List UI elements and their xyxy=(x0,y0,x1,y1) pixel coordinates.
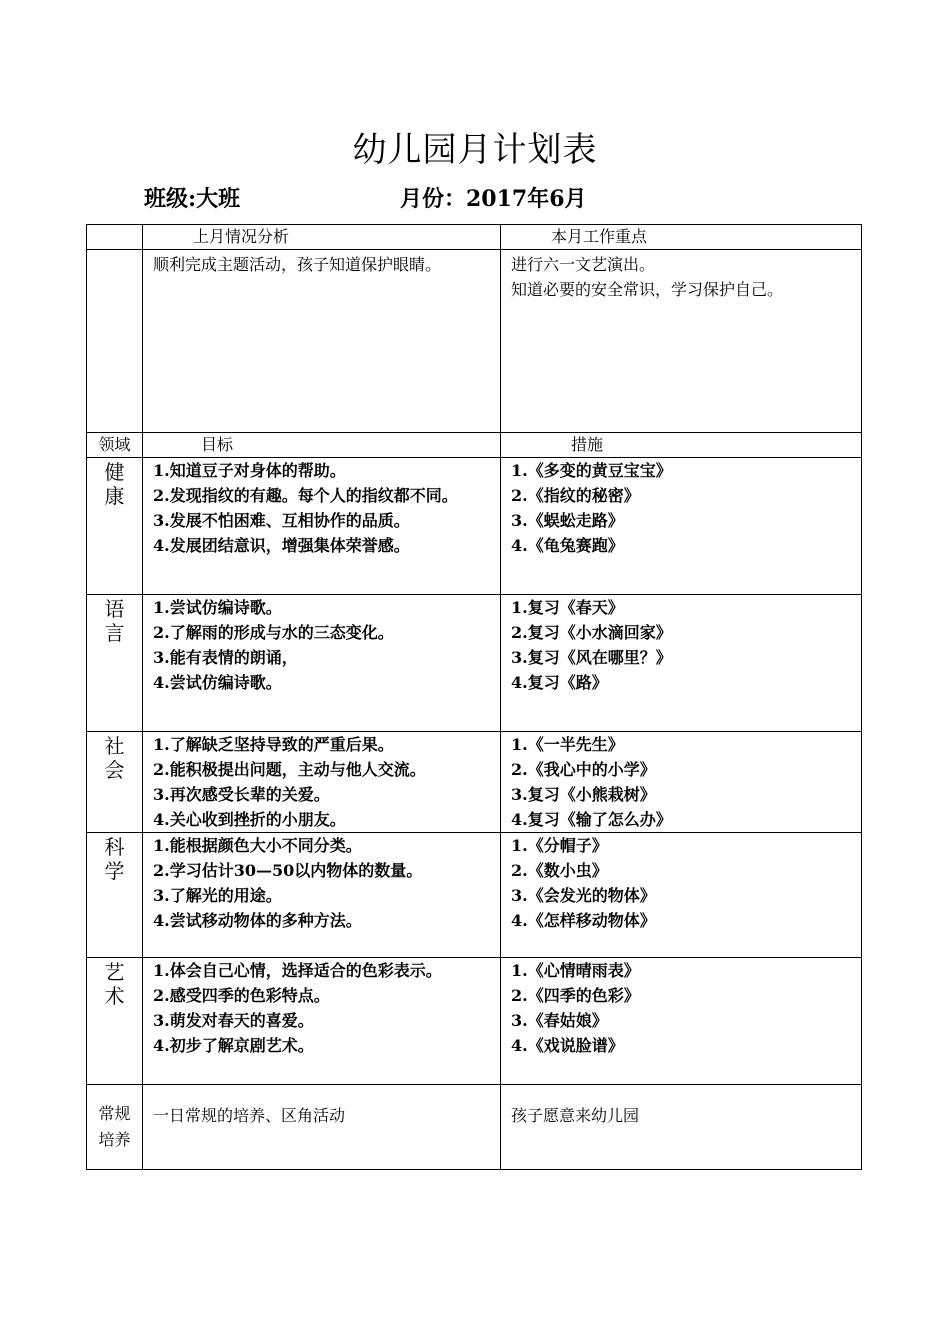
focus-header xyxy=(501,225,862,250)
goal-item: 1.尝试仿编诗歌。 xyxy=(153,598,282,617)
goals-cell-art xyxy=(143,958,501,1085)
goal-item: 2.发现指纹的有趣。每个人的指纹都不同。 xyxy=(153,486,458,505)
analysis-header-row xyxy=(87,225,862,250)
measures-cell-science xyxy=(501,833,862,958)
month-label: 月份：2017年6月 xyxy=(400,186,587,212)
goals-cell-society xyxy=(143,732,501,833)
measure-item: 4.《龟兔赛跑》 xyxy=(511,536,624,555)
domain-char: 健 xyxy=(104,460,125,484)
measure-item: 1.《多变的黄豆宝宝》 xyxy=(511,461,672,480)
goal-item: 4.尝试移动物体的多种方法。 xyxy=(153,911,362,930)
goal-item: 4.关心收到挫折的小朋友。 xyxy=(153,810,346,829)
routine-label xyxy=(87,1085,143,1170)
measures-cell-health xyxy=(501,458,862,595)
plan-table xyxy=(86,224,862,1170)
domain-label-art xyxy=(87,958,143,1085)
domain-row-health xyxy=(87,458,862,595)
measure-item: 2.《数小虫》 xyxy=(511,861,608,880)
analysis-cell xyxy=(143,250,501,433)
goal-item: 2.能积极提出问题，主动与他人交流。 xyxy=(153,760,426,779)
domain-header-row xyxy=(87,433,862,458)
measure-item: 3.复习《小熊栽树》 xyxy=(511,785,656,804)
domain-char: 学 xyxy=(104,859,125,883)
goal-item: 3.能有表情的朗诵， xyxy=(153,648,298,667)
domain-row-language xyxy=(87,595,862,732)
goal-item: 1.能根据颜色大小不同分类。 xyxy=(153,836,362,855)
domain-label-society xyxy=(87,732,143,833)
goal-item: 2.感受四季的色彩特点。 xyxy=(153,986,330,1005)
goal-item: 4.尝试仿编诗歌。 xyxy=(153,673,282,692)
goal-item: 3.萌发对春天的喜爱。 xyxy=(153,1011,314,1030)
measures-cell-society xyxy=(501,732,862,833)
goals-cell-language xyxy=(143,595,501,732)
routine-label-line: 培养 xyxy=(98,1130,131,1149)
measure-item: 4.复习《输了怎么办》 xyxy=(511,810,672,829)
routine-measure xyxy=(501,1085,862,1170)
class-label: 班级:大班 xyxy=(144,186,241,212)
measure-item: 3.《春姑娘》 xyxy=(511,1011,608,1030)
routine-measure-text: 孩子愿意来幼儿园 xyxy=(511,1105,640,1125)
measure-item: 2.《指纹的秘密》 xyxy=(511,486,640,505)
measure-item: 2.《我心中的小学》 xyxy=(511,760,656,779)
goal-item: 3.再次感受长辈的关爱。 xyxy=(153,785,330,804)
empty-header-cell xyxy=(87,225,143,250)
measure-item: 1.《一半先生》 xyxy=(511,735,624,754)
domain-row-art xyxy=(87,958,862,1085)
domain-char: 艺 xyxy=(104,960,125,984)
page-title: 幼儿园月计划表 xyxy=(352,130,598,170)
focus-cell xyxy=(501,250,862,433)
goals-cell-health xyxy=(143,458,501,595)
domain-char: 社 xyxy=(104,734,125,758)
goal-item: 4.发展团结意识，增强集体荣誉感。 xyxy=(153,536,410,555)
measure-item: 2.《四季的色彩》 xyxy=(511,986,640,1005)
measures-cell-art xyxy=(501,958,862,1085)
domain-row-society xyxy=(87,732,862,833)
measure-item: 1.《心情晴雨表》 xyxy=(511,961,640,980)
measure-item: 1.复习《春天》 xyxy=(511,598,624,617)
analysis-text: 顺利完成主题活动，孩子知道保护眼睛。 xyxy=(153,255,442,274)
routine-goal xyxy=(143,1085,501,1170)
goal-item: 4.初步了解京剧艺术。 xyxy=(153,1036,314,1055)
measure-item: 4.《怎样移动物体》 xyxy=(511,911,656,930)
measure-item: 4.《戏说脸谱》 xyxy=(511,1036,624,1055)
measure-item: 1.《分帽子》 xyxy=(511,836,608,855)
goal-item: 3.了解光的用途。 xyxy=(153,886,282,905)
domain-label-health xyxy=(87,458,143,595)
focus-line: 知道必要的安全常识，学习保护自己。 xyxy=(511,280,784,299)
domain-header: 领域 xyxy=(87,433,143,458)
domain-label-science xyxy=(87,833,143,958)
domain-char: 康 xyxy=(104,484,125,508)
domain-row-science xyxy=(87,833,862,958)
goal-item: 3.发展不怕困难、互相协作的品质。 xyxy=(153,511,410,530)
domain-label-language xyxy=(87,595,143,732)
measure-item: 2.复习《小水滴回家》 xyxy=(511,623,672,642)
goals-header xyxy=(143,433,501,458)
domain-char: 术 xyxy=(104,984,125,1008)
analysis-header-text: 上月情况分析 xyxy=(193,227,290,246)
measures-header xyxy=(501,433,862,458)
routine-label-line: 常规 xyxy=(98,1104,131,1123)
domain-char: 科 xyxy=(104,835,125,859)
routine-goal-text: 一日常规的培养、区角活动 xyxy=(153,1105,346,1125)
routine-row xyxy=(87,1085,862,1170)
focus-header-text: 本月工作重点 xyxy=(551,227,648,246)
goal-item: 2.学习估计30—50以内物体的数量。 xyxy=(153,861,423,880)
goals-header-text: 目标 xyxy=(201,435,234,454)
measure-item: 3.《蜈蚣走路》 xyxy=(511,511,624,530)
measure-item: 3.《会发光的物体》 xyxy=(511,886,656,905)
analysis-header xyxy=(143,225,501,250)
analysis-row xyxy=(87,250,862,433)
goal-item: 1.了解缺乏坚持导致的严重后果。 xyxy=(153,735,394,754)
measure-item: 4.复习《路》 xyxy=(511,673,608,692)
domain-char: 语 xyxy=(104,597,125,621)
focus-line: 进行六一文艺演出。 xyxy=(511,255,656,274)
measures-cell-language xyxy=(501,595,862,732)
measures-header-text: 措施 xyxy=(571,435,604,454)
measure-item: 3.复习《风在哪里？》 xyxy=(511,648,672,667)
domain-char: 言 xyxy=(104,621,125,645)
domain-char: 会 xyxy=(104,758,125,782)
goals-cell-science xyxy=(143,833,501,958)
empty-cell xyxy=(87,250,143,433)
goal-item: 2.了解雨的形成与水的三态变化。 xyxy=(153,623,394,642)
goal-item: 1.知道豆子对身体的帮助。 xyxy=(153,461,346,480)
goal-item: 1.体会自己心情，选择适合的色彩表示。 xyxy=(153,961,442,980)
